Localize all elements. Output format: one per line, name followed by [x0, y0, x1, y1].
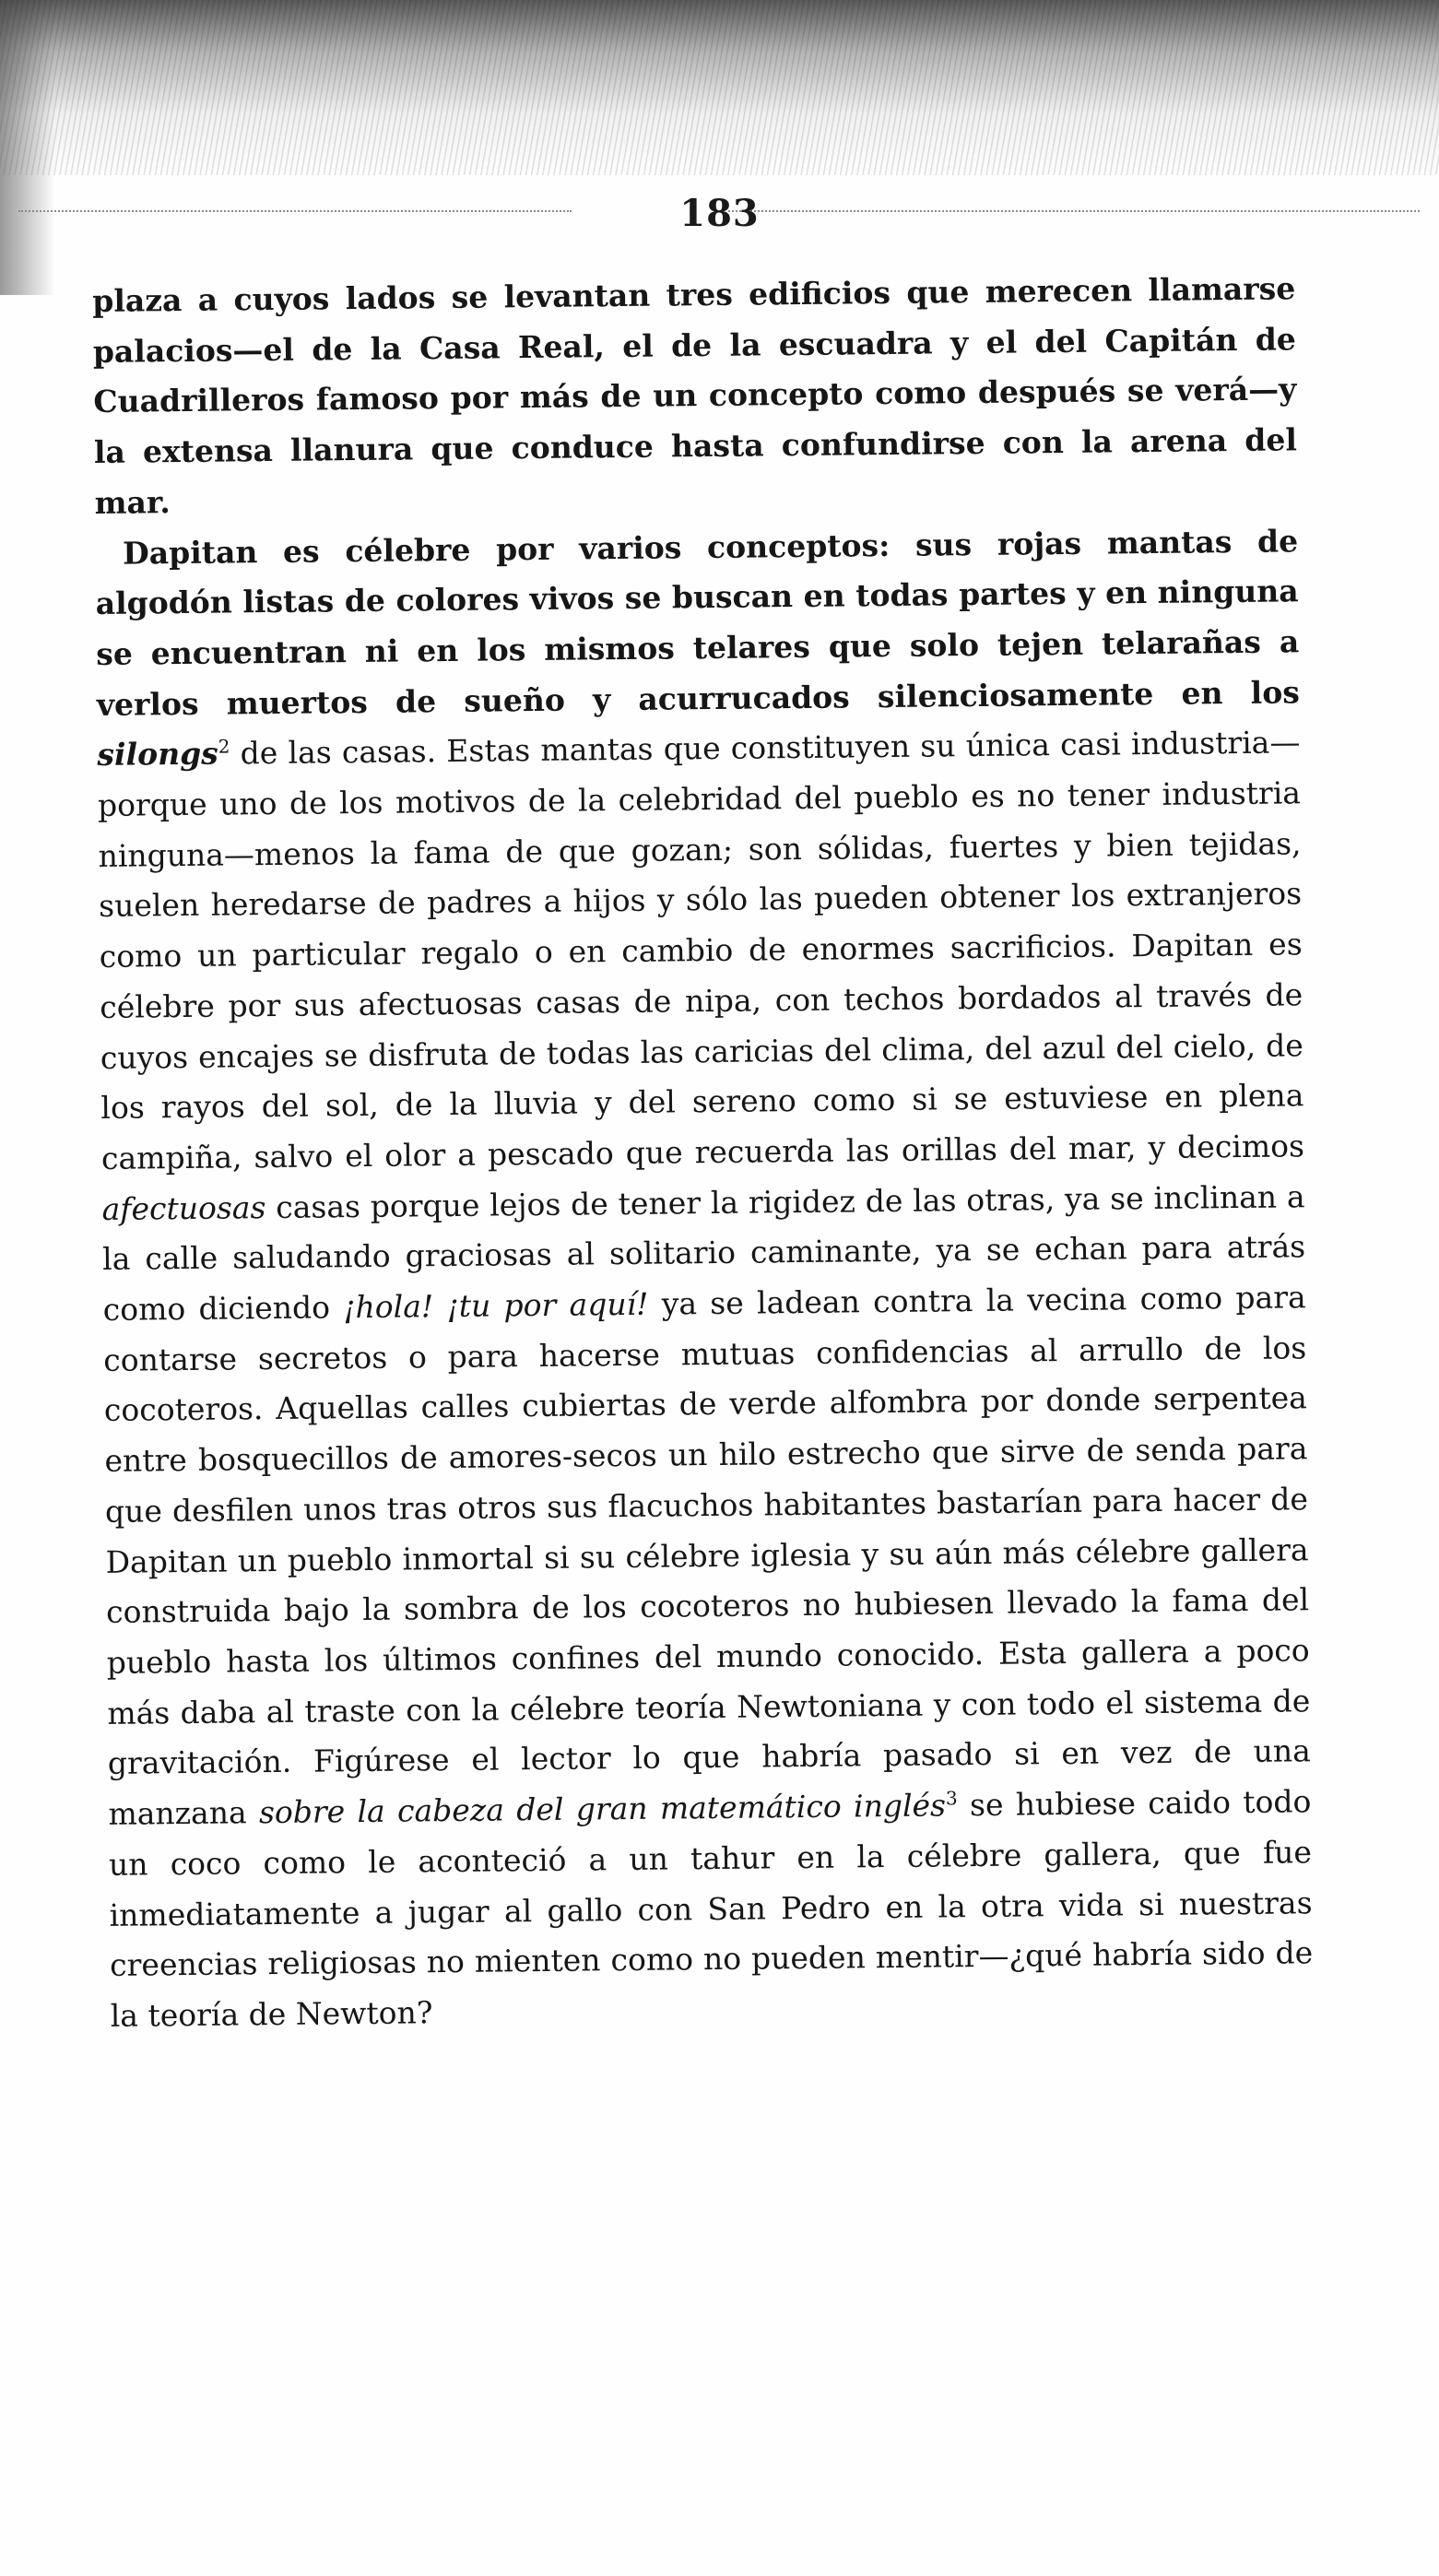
paragraph-2-text-2: de las casas. Estas mantas que constituyen su única casi industria—porque uno de los motivos de la celebridad del pueblo es no tener industria ninguna—menos la fama de que gozan; son sólidas, fuertes y bien tejidas, suelen heredarse de padres a hijos y sólo las pueden obtener los extranjeros como un particular regalo o en cambio de enormes sacrificios. Dapitan es célebre por sus afectuosas casas de nipa, con techos bordados al través de cuyos encajes se disfruta de todas las caricias del clima, del azul del cielo, de los rayos del sol, de la lluvia y del sereno como si se estuviese en plena campiña, salvo el olor a pescado que recuerda las orillas del mar, y decimos [97, 724, 1305, 1176]
paragraph-2-text-4: ya se ladean contra la vecina como para contarse secretos o para hacerse mutuas confidencias al arrullo de los cocoteros. Aquellas calles cubiertas de verde alfombra por donde serpentea entre bosquecillos de amores-secos un hilo estrecho que sirve de senda para que desfilen unos tras otros sus flacuchos habitantes bastarían para hacer de Dapitan un pueblo inmortal si su célebre iglesia y su aún más célebre gallera construida bajo la sombra de los cocoteros no hubiesen llevado la fama del pueblo hasta los últimos confines del mundo conocido. Esta gallera a poco más daba al traste con la célebre teoría Newtoniana y con todo el sistema de gravitación. Figúrese el lector lo que habría pasado si en vez de una manzana [103, 1279, 1312, 1833]
italic-matematico: sobre la cabeza del gran matemático inglés [258, 1787, 947, 1831]
footnote-ref-3: 3 [945, 1787, 958, 1810]
footnote-ref-2: 2 [218, 735, 230, 758]
paragraph-2-text-3: casas porque lejos de tener la rigidez de las otras, ya se inclinan a la calle saludando graciosas al solitario caminante, ya se echan para atrás como diciendo [101, 1177, 1306, 1328]
paragraph-2 [95, 516, 1314, 2042]
scan-shadow-top [0, 0, 1439, 175]
italic-silongs: silongs [97, 735, 218, 774]
scan-shadow-left [0, 0, 55, 295]
paragraph-1: plaza a cuyos lados se levantan tres edificios que merecen llamarse palacios—el de la Casa Real, el de la escuadra y el del Capitán de Cuadrilleros famoso por más de un concepto como después se verá—y la extensa llanura que conduce hasta confundirse con la arena del mar. [92, 270, 1298, 521]
paragraph-2-text-1: Dapitan es célebre por varios conceptos: sus rojas mantas de algodón listas de colores vivos se buscan en todas partes y en ninguna se encuentran ni en los mismos telares que solo tejen telarañas a verlos muertos de sueño y acurrucados silenciosamente en los [95, 522, 1300, 723]
paragraph-2-text-5: se hubiese caido todo un coco como le aconteció a un tahur en la célebre gallera, que fue inmediatamente a jugar al gallo con San Pedro en la otra vida si nuestras creencias religiosas no mienten como no pueden mentir—¿qué habría sido de la teoría de Newton? [108, 1783, 1314, 2034]
page-number: 183 [679, 192, 760, 235]
italic-hola: ¡hola! ¡tu por aquí! [343, 1285, 649, 1326]
body-text [92, 264, 1314, 2041]
italic-afectuosas: afectuosas [101, 1188, 266, 1227]
